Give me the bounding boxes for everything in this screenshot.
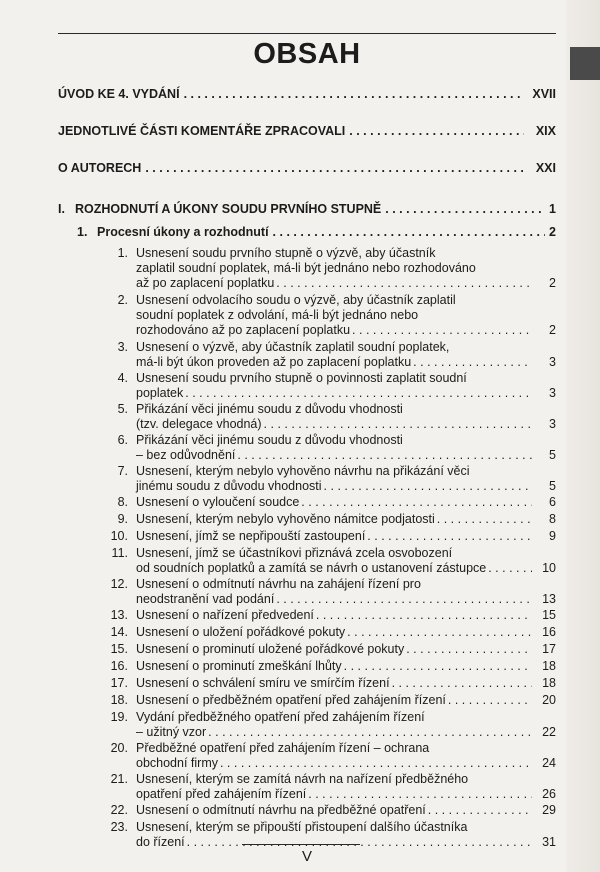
toc-item-text: Usnesení o schválení smíru ve smírčím řízení [136,676,390,690]
toc-item-number: 13. [110,608,128,622]
toc-item-page: 18 [542,659,556,673]
toc-item-text: poplatek [136,386,184,401]
toc-item-number: 15. [110,642,128,656]
toc-item-body [136,608,556,623]
toc-item-body [136,340,556,370]
toc-item-number: 23. [110,820,128,834]
toc-entry-label: O AUTORECH [58,161,142,175]
toc-item-body [136,464,556,494]
toc-entry-page: XIX [535,124,556,138]
leader-dots [352,323,532,338]
toc-item-text: – užitný vzor [136,725,207,740]
toc-item-text: Přikázání věci jinému soudu z důvodu vhodnosti [136,433,403,447]
toc-item-number: 19. [110,710,128,724]
toc-item-page: 3 [549,386,556,401]
toc-item-body [136,659,556,674]
toc-item-page: 31 [542,835,556,850]
toc-entry-uvod[interactable] [58,87,556,101]
toc-item-page: 9 [549,529,556,543]
toc-item-number: 6. [117,433,128,447]
leader-dots [437,512,532,527]
toc-item-number: 2. [117,293,128,307]
leader-dots [208,725,532,740]
toc-item-number: 11. [111,546,128,560]
toc-item-number: 10. [110,529,128,543]
toc-item-text: Vydání předběžného opatření před zahájením řízení [136,710,425,724]
toc-item-text: Usnesení o uložení pořádkové pokuty [136,625,346,639]
toc-item-number: 21. [110,772,128,786]
leader-dots [413,355,532,370]
top-rule [58,33,556,34]
toc-item-text: (tzv. delegace vhodná) [136,417,262,432]
toc-item-text: Usnesení, jímž se účastníkovi přiznává zcela osvobození [136,546,453,560]
toc-item-body [136,402,556,432]
leader-dots [264,417,532,432]
toc-item-page: 2 [549,276,556,291]
toc-item-number: 3. [117,340,128,354]
toc-item-text: Usnesení, kterým nebylo vyhověno námitce podjatosti [136,512,435,526]
toc-item-text: Usnesení o odmítnutí návrhu na předběžné opatření [136,803,426,817]
toc-item-text: Usnesení, kterým se připouští přistoupení dalšího účastníka [136,820,468,834]
leader-dots [349,124,524,138]
toc-item-number: 14. [110,625,128,639]
toc-item-body [136,246,556,292]
toc-item-text: Usnesení o vyloučení soudce [136,495,300,509]
toc-item-text: Usnesení, kterým nebylo vyhověno návrhu na přikázání věci [136,464,470,478]
toc-item-text: soudní poplatek z odvolání, má-li být jednáno nebo [136,308,419,323]
toc-item-page: 3 [549,355,556,370]
toc-item-body [136,820,556,850]
toc-item-text: Předběžné opatření před zahájením řízení – ochrana [136,741,430,755]
toc-entry-zpracovali[interactable] [58,124,556,138]
toc-item-body [136,741,556,771]
toc-item-text: Usnesení odvolacího soudu o výzvě, aby účastník zaplatil [136,293,456,307]
toc-item-page: 5 [549,448,556,463]
leader-dots [385,202,545,216]
section-page: 2 [549,225,556,239]
toc-item-page: 20 [542,693,556,707]
toc-item-text: zaplatil soudní poplatek, má-li být jednáno nebo rozhodováno [136,261,476,276]
toc-item-number: 4. [117,371,128,385]
part-page: 1 [549,202,556,216]
toc-item-text: Usnesení o odmítnutí návrhu na zahájení řízení pro [136,577,421,591]
section-number: 1. [77,225,88,239]
toc-item-page: 13 [542,592,556,607]
toc-item-page: 18 [542,676,556,690]
toc-item-text: Usnesení soudu prvního stupně o povinnosti zaplatit soudní [136,371,467,385]
bottom-rule [242,844,360,845]
page-folio: V [301,848,312,865]
toc-section-heading[interactable] [77,225,556,239]
toc-item-text: Usnesení, kterým se zamítá návrh na nařízení předběžného [136,772,469,786]
leader-dots [406,642,532,657]
toc-item-text: až po zaplacení poplatku [136,276,275,291]
toc-item-number: 9. [117,512,128,526]
leader-dots [237,448,532,463]
page-title: OBSAH [253,38,361,70]
leader-dots [185,386,532,401]
toc-item-text: neodstranění vad podání [136,592,275,607]
toc-item-text: – bez odůvodnění [136,448,236,463]
part-label: ROZHODNUTÍ A ÚKONY SOUDU PRVNÍHO STUPNĚ [75,202,382,216]
toc-item-body [136,512,556,527]
toc-part-heading[interactable] [58,202,556,216]
toc-item-text: Usnesení o výzvě, aby účastník zaplatil soudní poplatek, [136,340,450,354]
toc-entry-page: XVII [532,87,556,101]
toc-item-body [136,371,556,401]
toc-item-page: 22 [542,725,556,740]
toc-item-body [136,495,556,510]
leader-dots [301,495,532,510]
toc-item-number: 16. [110,659,128,673]
toc-item-body [136,546,556,576]
toc-item-page: 17 [542,642,556,656]
page-edge [566,0,600,872]
toc-item-text: do řízení [136,835,185,850]
toc-entry-o-autorech[interactable] [58,161,556,175]
toc-item-body [136,710,556,740]
toc-item-text: Usnesení soudu prvního stupně o výzvě, aby účastník [136,246,436,260]
toc-item-page: 6 [549,495,556,509]
leader-dots [273,225,546,239]
toc-item-text: Usnesení o prominutí zmeškání lhůty [136,659,342,673]
toc-item-text: Usnesení, jímž se nepřipouští zastoupení [136,529,366,543]
toc-item-page: 8 [549,512,556,526]
toc-item-page: 10 [542,561,556,576]
toc-item-number: 18. [110,693,128,707]
toc-item-number: 22. [110,803,128,817]
toc-item-text: od soudních poplatků a zamítá se návrh o ustanovení zástupce [136,561,487,576]
leader-dots [488,561,532,576]
toc-item-body [136,803,556,818]
leader-dots [316,608,532,623]
toc-item-body [136,625,556,640]
toc-item-number: 1. [117,246,128,260]
leader-dots [308,787,532,802]
leader-dots [184,87,524,101]
toc-item-page: 3 [549,417,556,432]
toc-item-page: 2 [549,323,556,338]
leader-dots [448,693,532,708]
toc-item-text: jinému soudu z důvodu vhodnosti [136,479,322,494]
leader-dots [367,529,532,544]
toc-item-text: rozhodováno až po zaplacení poplatku [136,323,351,338]
toc-item-page: 5 [549,479,556,494]
toc-item-text: má-li být úkon proveden až po zaplacení poplatku [136,355,412,370]
toc-item-body [136,693,556,708]
toc-item-body [136,772,556,802]
toc-item-text: Usnesení o předběžném opatření před zahájením řízení [136,693,446,707]
leader-dots [324,479,532,494]
toc-item-number: 5. [117,402,128,416]
toc-item-body [136,642,556,657]
toc-item-page: 29 [542,803,556,817]
toc-item-number: 7. [117,464,128,478]
leader-dots [276,276,532,291]
toc-item-text: Usnesení o nařízení předvedení [136,608,314,622]
toc-item-text: Usnesení o prominutí uložené pořádkové pokuty [136,642,405,656]
leader-dots [220,756,532,771]
toc-item-page: 16 [542,625,556,639]
toc-item-body [136,577,556,607]
part-number: I. [58,202,65,216]
leader-dots [276,592,532,607]
toc-item-page: 26 [542,787,556,802]
thumb-index-tab [570,47,600,80]
toc-item-number: 12. [110,577,128,591]
leader-dots [347,625,532,640]
toc-item-text: obchodní firmy [136,756,218,771]
toc-item-text: Přikázání věci jinému soudu z důvodu vhodnosti [136,402,403,416]
toc-item-body [136,293,556,339]
toc-entry-page: XXI [535,161,556,175]
toc-item-number: 20. [110,741,128,755]
leader-dots [145,161,524,175]
toc-item-number: 8. [117,495,128,509]
toc-item-text: opatření před zahájením řízení [136,787,307,802]
toc-item-body [136,433,556,463]
toc-item-body [136,529,556,544]
toc-item-page: 24 [542,756,556,771]
section-label: Procesní úkony a rozhodnutí [97,225,269,239]
leader-dots [344,659,532,674]
toc-item-page: 15 [542,608,556,622]
toc-entry-label: ÚVOD KE 4. VYDÁNÍ [58,87,180,101]
toc-entry-label: JEDNOTLIVÉ ČÁSTI KOMENTÁŘE ZPRACOVALI [58,124,346,138]
leader-dots [392,676,532,691]
leader-dots [428,803,532,818]
toc-item-body [136,676,556,691]
toc-item-number: 17. [110,676,128,690]
